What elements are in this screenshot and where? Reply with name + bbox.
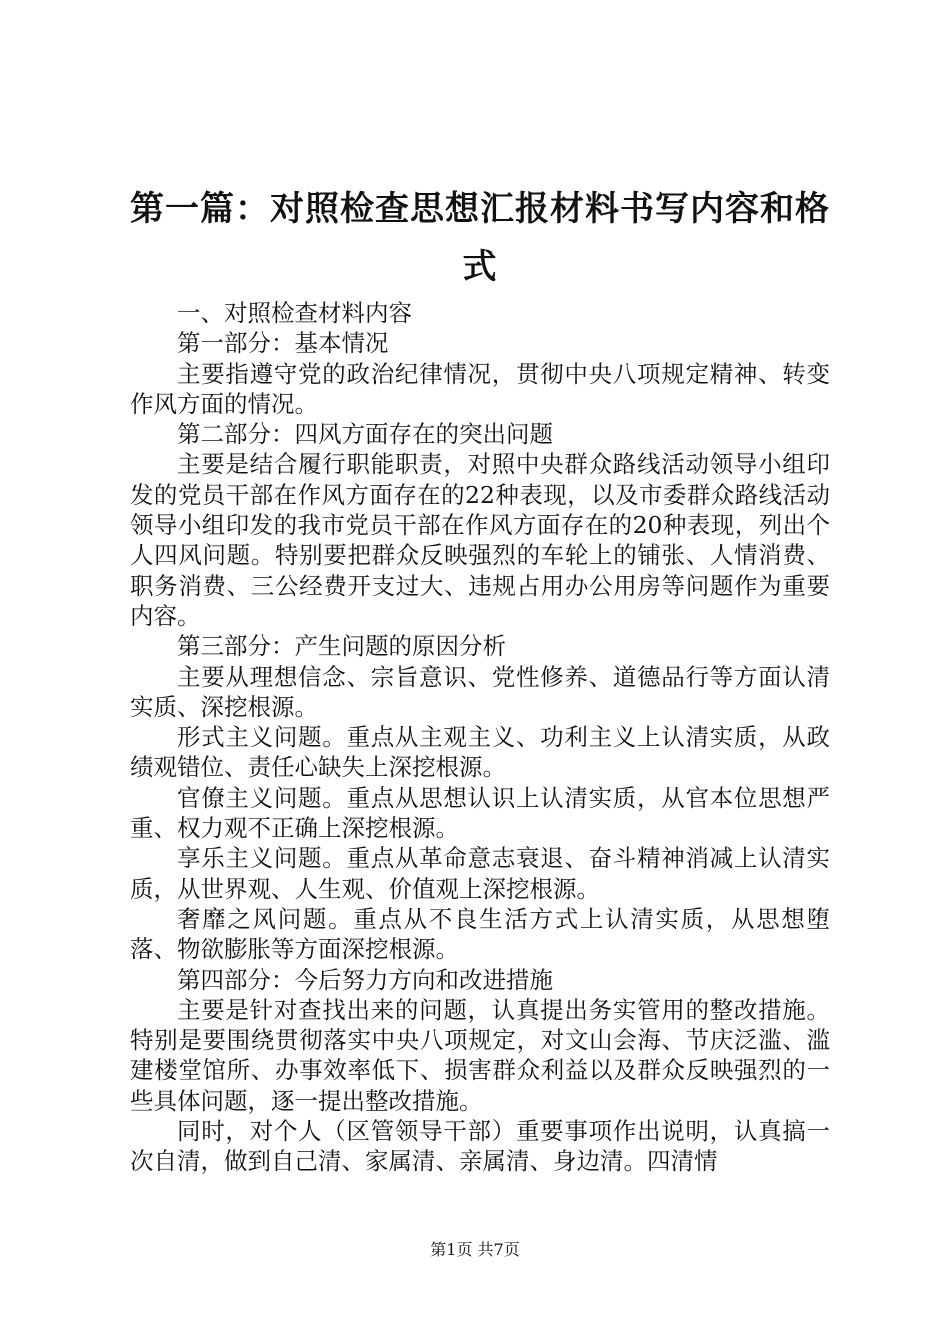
- part-heading: 第一部分：基本情况: [177, 329, 389, 358]
- paragraph: 奢靡之风问题。重点从不良生活方式上认清实质，从思想堕落、物欲膨胀等方面深挖根源。: [130, 904, 830, 964]
- document-body: [130, 298, 830, 1177]
- part-heading: 第四部分：今后努力方向和改进措施: [177, 965, 553, 994]
- paragraph: 官僚主义问题。重点从思想认识上认清实质，从官本位思想严重、权力观不正确上深挖根源。: [130, 783, 830, 843]
- document-title: 第一篇：对照检查思想汇报材料书写内容和格式: [130, 189, 830, 287]
- paragraph: 同时，对个人（区管领导干部）重要事项作出说明，认真搞一次自清，做到自己清、家属清、亲属清、身边清。四清情: [130, 1117, 830, 1176]
- paragraph: 主要指遵守党的政治纪律情况，贯彻中央八项规定精神、转变作风方面的情况。: [130, 359, 830, 418]
- paragraph: 主要是针对查找出来的问题，认真提出务实管用的整改措施。特别是要围绕贯彻落实中央八项规定，对文山会海、节庆泛滥、滥建楼堂馆所、办事效率低下、损害群众利益以及群众反映强烈的一些具体问题，逐一提出整改措施。: [130, 995, 830, 1115]
- paragraph: 形式主义问题。重点从主观主义、功利主义上认清实质，从政绩观错位、责任心缺失上深挖根源。: [130, 723, 830, 782]
- section-heading: 一、对照检查材料内容: [177, 299, 412, 327]
- page-footer: 第1页 共7页: [430, 1240, 520, 1259]
- paragraph: 主要从理想信念、宗旨意识、党性修养、道德品行等方面认清实质、深挖根源。: [130, 662, 830, 721]
- paragraph: 主要是结合履行职能职责，对照中央群众路线活动领导小组印发的党员干部在作风方面存在的22种表现，以及市委群众路线活动领导小组印发的我市党员干部在作风方面存在的20种表现，列出个人四风问题。特别要把群众反映强烈的车轮上的铺张、人情消费、职务消费、三公经费开支过大、违规占用办公用房等问题作为重要内容。: [130, 450, 830, 630]
- paragraph: 享乐主义问题。重点从革命意志衰退、奋斗精神消减上认清实质，从世界观、人生观、价值观上深挖根源。: [130, 844, 830, 903]
- part-heading: 第三部分：产生问题的原因分析: [177, 632, 506, 661]
- part-heading: 第二部分：四风方面存在的突出问题: [177, 420, 553, 449]
